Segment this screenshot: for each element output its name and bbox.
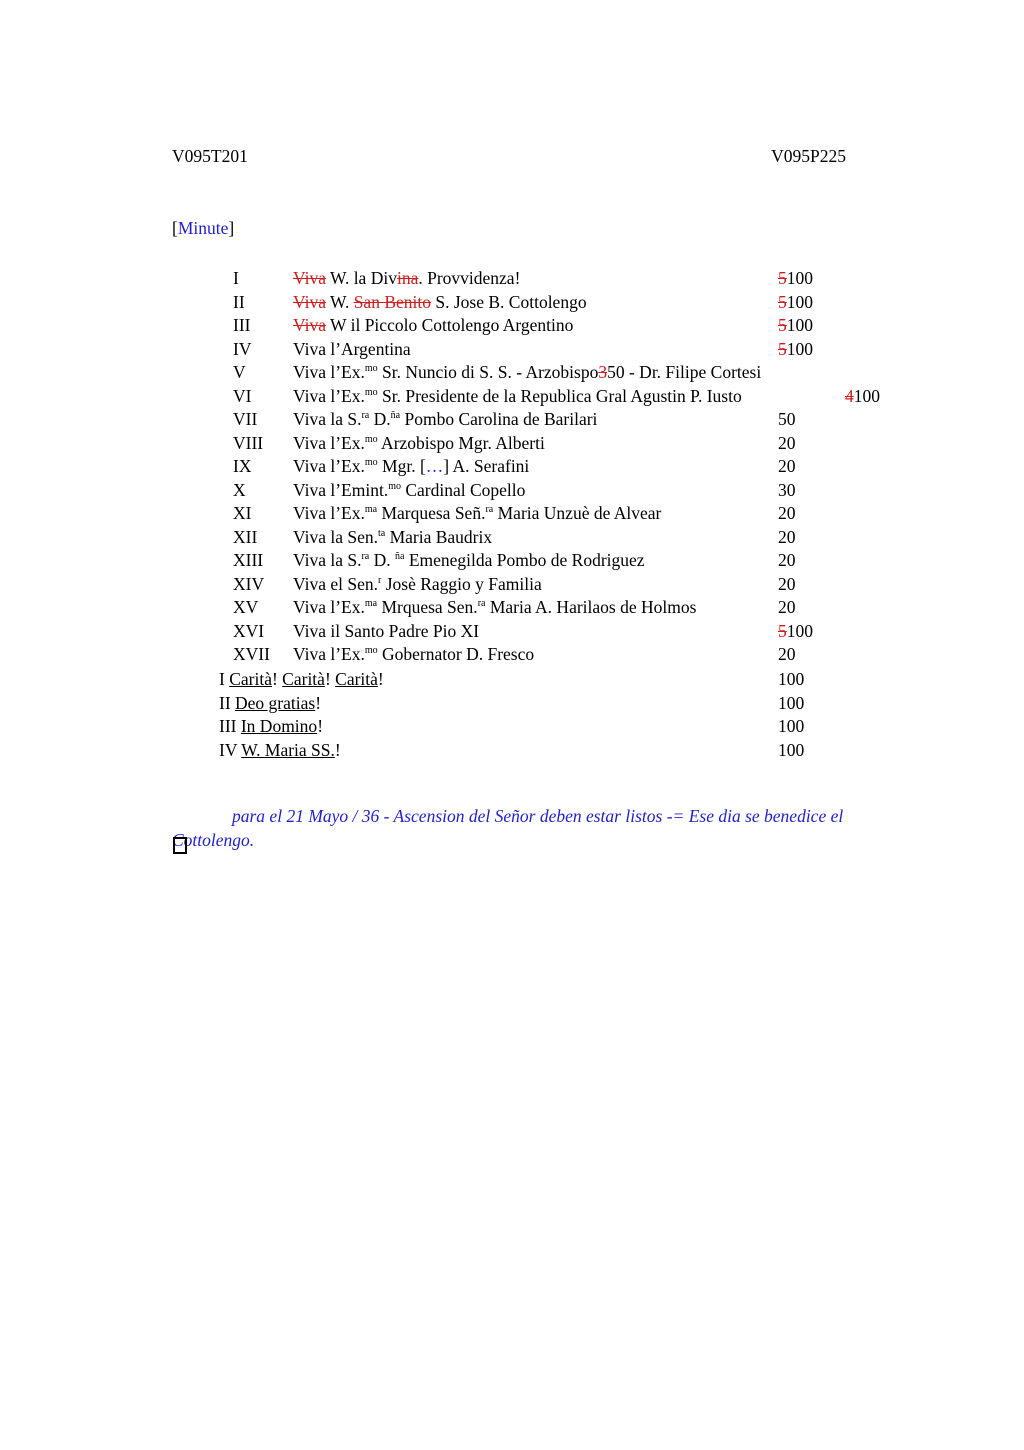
row-text	[293, 597, 696, 618]
row-text	[293, 362, 761, 383]
text-segment: Maria Baudrix	[385, 526, 493, 547]
row-numeral: XVI	[233, 620, 265, 641]
row-numeral: VII	[233, 409, 258, 429]
text-segment: 100	[778, 739, 805, 760]
text-segment: Viva l’Ex.	[293, 456, 365, 476]
minute-row	[172, 597, 1022, 621]
text-segment: mo	[388, 480, 401, 492]
row-value	[845, 386, 880, 407]
struck-text-segment: ina	[396, 268, 419, 288]
row-numeral: VIII	[233, 432, 264, 453]
text-segment: Viva l’Emint.	[293, 479, 389, 500]
text-segment: Viva l’Ex.	[293, 644, 365, 664]
text-segment: 100	[778, 692, 805, 713]
row-value	[778, 621, 813, 642]
text-segment: S. Jose B. Cottolengo	[431, 291, 587, 312]
row-value	[778, 292, 813, 313]
text-segment: Viva la Sen.	[293, 526, 378, 547]
row-numeral: X	[233, 479, 246, 500]
text-segment: ma	[364, 598, 378, 610]
row-value	[778, 597, 796, 618]
row-numeral: VI	[233, 385, 252, 406]
text-segment: ta	[377, 527, 386, 539]
text-segment: 100	[786, 338, 813, 359]
text-segment: mo	[364, 457, 378, 469]
text-segment: 100	[778, 669, 805, 689]
text-segment: !	[315, 692, 322, 713]
text-segment: Pombo Carolina de Barilari	[400, 409, 598, 429]
text-segment: Maria Unzuè de Alvear	[493, 503, 662, 523]
row-numeral: XII	[233, 526, 258, 547]
text-segment: D.	[369, 550, 396, 570]
row-numeral: V	[233, 362, 246, 382]
text-segment: Emenegilda Pombo de Rodriguez	[404, 550, 645, 570]
text-segment: Viva il Santo Padre Pio XI	[293, 620, 480, 641]
row-numeral: XV	[233, 597, 259, 617]
text-segment: W il Piccolo Cottolengo Argentino	[325, 315, 574, 335]
text-segment: D.	[369, 409, 391, 429]
row-value	[778, 456, 796, 477]
row-numeral: XVII	[233, 644, 270, 664]
minute-list	[172, 268, 1022, 668]
text-segment: 20	[778, 456, 796, 476]
row-value	[778, 268, 813, 289]
text-segment: Carità	[229, 669, 272, 689]
row-value	[778, 574, 796, 595]
struck-text-segment: Viva	[293, 315, 326, 335]
text-segment: 100	[853, 385, 880, 406]
row-text	[219, 669, 384, 690]
text-segment: 20	[778, 432, 796, 453]
text-segment: 50 - Dr. Filipe Cortesi	[607, 362, 762, 382]
text-segment: Viva l’Ex.	[293, 503, 365, 523]
minute-label	[172, 218, 234, 239]
text-segment: 100	[786, 291, 813, 312]
minute-row	[172, 503, 1022, 527]
text-segment: II	[219, 692, 236, 713]
text-segment: Carità	[335, 669, 378, 689]
text-segment: !	[317, 716, 324, 736]
row-text	[293, 292, 587, 313]
text-segment: 20	[778, 644, 796, 664]
minute-row	[172, 409, 1022, 433]
acclamation-list	[172, 669, 1022, 763]
text-segment: Cardinal Copello	[400, 479, 526, 500]
text-segment: III	[219, 716, 241, 736]
text-segment: mo	[364, 433, 378, 445]
minute-row	[172, 716, 1022, 740]
text-segment: W. la Div	[325, 268, 397, 288]
minute-row	[172, 527, 1022, 551]
text-segment: ra	[477, 598, 486, 610]
struck-text-segment: Viva	[293, 268, 326, 288]
row-text	[293, 315, 573, 336]
struck-text-segment: 3	[598, 362, 608, 382]
text-segment: Sr. Nuncio di S. S. - Arzobispo	[377, 362, 599, 382]
doc-code-left: V095T201	[172, 146, 248, 166]
row-value	[778, 503, 796, 524]
text-segment: I	[219, 669, 230, 689]
row-value	[778, 433, 796, 454]
text-segment: ña	[390, 410, 401, 422]
minute-row	[172, 362, 1022, 386]
text-segment: Carità	[282, 669, 325, 689]
bracket-close: ]	[228, 218, 235, 238]
text-segment: ra	[361, 410, 370, 422]
minute-row	[172, 574, 1022, 598]
row-value	[778, 550, 796, 571]
minute-row	[172, 644, 1022, 668]
row-value	[778, 409, 796, 430]
row-text	[293, 456, 529, 477]
text-segment: W. Maria SS.	[241, 739, 335, 760]
struck-text-segment: 4	[845, 385, 854, 406]
row-text	[293, 268, 520, 289]
text-segment: mo	[364, 386, 378, 398]
text-segment: Viva el Sen.	[293, 573, 378, 594]
row-text	[293, 409, 597, 430]
minute-row	[172, 292, 1022, 316]
row-value	[778, 644, 796, 665]
minute-row	[172, 456, 1022, 480]
row-value	[778, 339, 813, 360]
text-segment: 20	[778, 550, 796, 570]
minute-row	[172, 669, 1022, 693]
minute-row	[172, 315, 1022, 339]
text-segment: Viva la S.	[293, 550, 362, 570]
minute-link[interactable]: Minute	[177, 218, 229, 238]
text-segment: 100	[786, 620, 813, 641]
struck-text-segment: 5	[778, 268, 787, 288]
page-header	[172, 146, 846, 167]
text-segment: mo	[364, 363, 378, 375]
text-segment: Viva l’Ex.	[293, 432, 365, 453]
text-segment: Viva l’Ex.	[293, 362, 365, 382]
text-segment: IV	[219, 739, 242, 760]
text-segment: 20	[778, 526, 796, 547]
row-text	[293, 621, 479, 642]
row-value	[778, 716, 804, 737]
row-numeral: III	[233, 315, 251, 335]
row-text	[219, 693, 321, 714]
row-text	[219, 740, 341, 761]
struck-text-segment: 5	[778, 291, 787, 312]
minute-row	[172, 339, 1022, 363]
text-segment: …	[425, 456, 444, 476]
empty-square-symbol	[173, 837, 187, 854]
minute-row	[172, 550, 1022, 574]
text-segment: Maria A. Harilaos de Holmos	[485, 597, 697, 617]
text-segment: 20	[778, 503, 796, 523]
struck-text-segment: San Benito	[353, 291, 431, 312]
row-text	[293, 386, 742, 407]
text-segment: !	[377, 669, 384, 689]
text-segment: Mrquesa Sen.	[377, 597, 478, 617]
text-segment: 100	[786, 315, 813, 335]
text-segment: ña	[395, 551, 405, 563]
annotation-note: para el 21 Mayo / 36 - Ascension del Señor deben estar listos -= Ese dia se benedice el Cottolengo.	[172, 805, 844, 850]
row-numeral: IX	[233, 456, 252, 476]
row-numeral: IV	[233, 338, 252, 359]
text-segment: 20	[778, 597, 796, 617]
text-segment: Viva l’Ex.	[293, 385, 365, 406]
minute-row	[172, 386, 1022, 410]
text-segment: ma	[364, 504, 378, 516]
text-segment: . Provvidenza!	[418, 268, 521, 288]
minute-row	[172, 268, 1022, 292]
text-segment: 20	[778, 573, 796, 594]
text-segment: !	[324, 669, 336, 689]
text-segment: Josè Raggio y Familia	[381, 573, 542, 594]
minute-row	[172, 740, 1022, 764]
row-value	[778, 315, 813, 336]
text-segment: ] A. Serafini	[443, 456, 530, 476]
text-segment: Mgr. [	[377, 456, 426, 476]
row-text	[293, 480, 525, 501]
row-text	[293, 574, 542, 595]
text-segment: r	[377, 574, 382, 586]
row-value	[778, 480, 796, 501]
text-segment: 100	[778, 716, 805, 736]
minute-row	[172, 621, 1022, 645]
text-segment: Gobernator D. Fresco	[377, 644, 535, 664]
text-segment: Viva l’Ex.	[293, 597, 365, 617]
row-text	[293, 527, 492, 548]
bracket-open: [	[172, 218, 178, 238]
row-numeral: I	[233, 268, 239, 288]
row-text	[293, 550, 645, 571]
row-numeral: II	[233, 291, 245, 312]
text-segment: ra	[361, 551, 370, 563]
text-segment: 100	[786, 268, 813, 288]
struck-text-segment: Viva	[293, 291, 326, 312]
row-numeral: XI	[233, 503, 252, 523]
row-text	[293, 644, 534, 665]
row-numeral: XIV	[233, 573, 265, 594]
row-text	[293, 339, 411, 360]
struck-text-segment: 5	[778, 315, 787, 335]
text-segment: 30	[778, 479, 796, 500]
text-segment: !	[271, 669, 283, 689]
struck-text-segment: 5	[778, 620, 787, 641]
text-segment: In Domino	[240, 716, 318, 736]
row-text	[293, 433, 545, 454]
struck-text-segment: 5	[778, 338, 787, 359]
text-segment: mo	[364, 645, 378, 657]
text-segment: Deo gratias	[235, 692, 316, 713]
minute-row	[172, 480, 1022, 504]
text-segment: Arzobispo Mgr. Alberti	[377, 432, 545, 453]
row-value	[778, 669, 804, 690]
text-segment: Viva la S.	[293, 409, 362, 429]
row-value	[778, 693, 804, 714]
text-segment: W.	[325, 291, 354, 312]
row-value	[778, 740, 804, 761]
row-numeral: XIII	[233, 550, 264, 570]
text-segment: 50	[778, 409, 796, 429]
text-segment: ra	[485, 504, 494, 516]
minute-row	[172, 433, 1022, 457]
text-segment: Viva l’Argentina	[293, 338, 411, 359]
text-segment: !	[334, 739, 341, 760]
row-value	[778, 527, 796, 548]
row-text	[219, 716, 323, 737]
minute-row	[172, 693, 1022, 717]
text-segment: Marquesa Señ.	[377, 503, 486, 523]
doc-code-right: V095P225	[771, 146, 846, 166]
row-text	[293, 503, 661, 524]
text-segment: Sr. Presidente de la Republica Gral Agustin P. Iusto	[377, 385, 742, 406]
